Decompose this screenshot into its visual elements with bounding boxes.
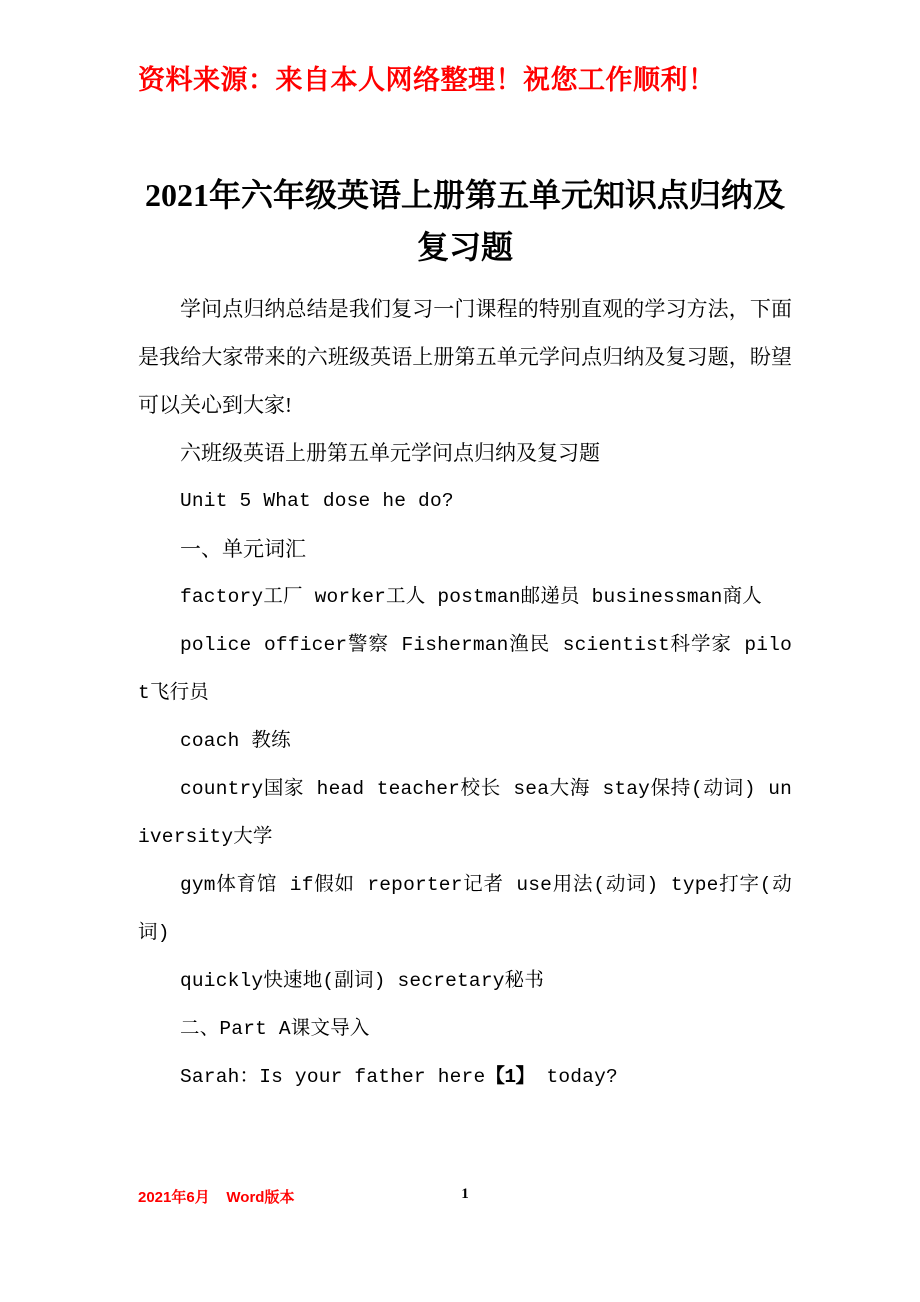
paragraph-section-one: 一、单元词汇 (180, 537, 306, 561)
footer-version: Word版本 (226, 1189, 295, 1206)
document-body (138, 285, 792, 1101)
dialogue-prefix: Sarah：Is your father here (180, 1066, 486, 1088)
paragraph-vocab-2: police officer警察 Fisherman渔民 scientist科学家 pilot飞行员 (138, 634, 792, 704)
paragraph-vocab-1: factory工厂 worker工人 postman邮递员 businessman商人 (180, 586, 762, 608)
dialogue-suffix: today? (534, 1066, 618, 1088)
page-title: 2021年六年级英语上册第五单元知识点归纳及复习题 (144, 177, 785, 266)
paragraph-vocab-4: country国家 head teacher校长 sea大海 stay保持(动词) university大学 (138, 778, 792, 848)
page-footer (138, 1186, 792, 1216)
page-number: 1 (461, 1186, 469, 1202)
paragraph-subtitle: 六班级英语上册第五单元学问点归纳及复习题 (180, 441, 600, 465)
paragraph-intro: 学问点归纳总结是我们复习一门课程的特别直观的学习方法，下面是我给大家带来的六班级英语上册第五单元学问点归纳及复习题，盼望可以关心到大家! (138, 297, 792, 417)
blank-marker: 【1】 (485, 1066, 535, 1088)
paragraph-section-two: 二、Part A课文导入 (180, 1018, 370, 1040)
footer-date: 2021年6月 (138, 1189, 210, 1206)
source-notice-header: 资料来源：来自本人网络整理！祝您工作顺利！ (138, 65, 716, 95)
paragraph-vocab-5: gym体育馆 if假如 reporter记者 use用法(动词) type打字(动词) (138, 874, 792, 944)
paragraph-vocab-6: quickly快速地(副词) secretary秘书 (180, 970, 545, 992)
paragraph-unit-heading: Unit 5 What dose he do? (180, 490, 454, 512)
paragraph-vocab-3: coach 教练 (180, 730, 291, 752)
paragraph-dialogue-sarah (138, 1053, 792, 1101)
